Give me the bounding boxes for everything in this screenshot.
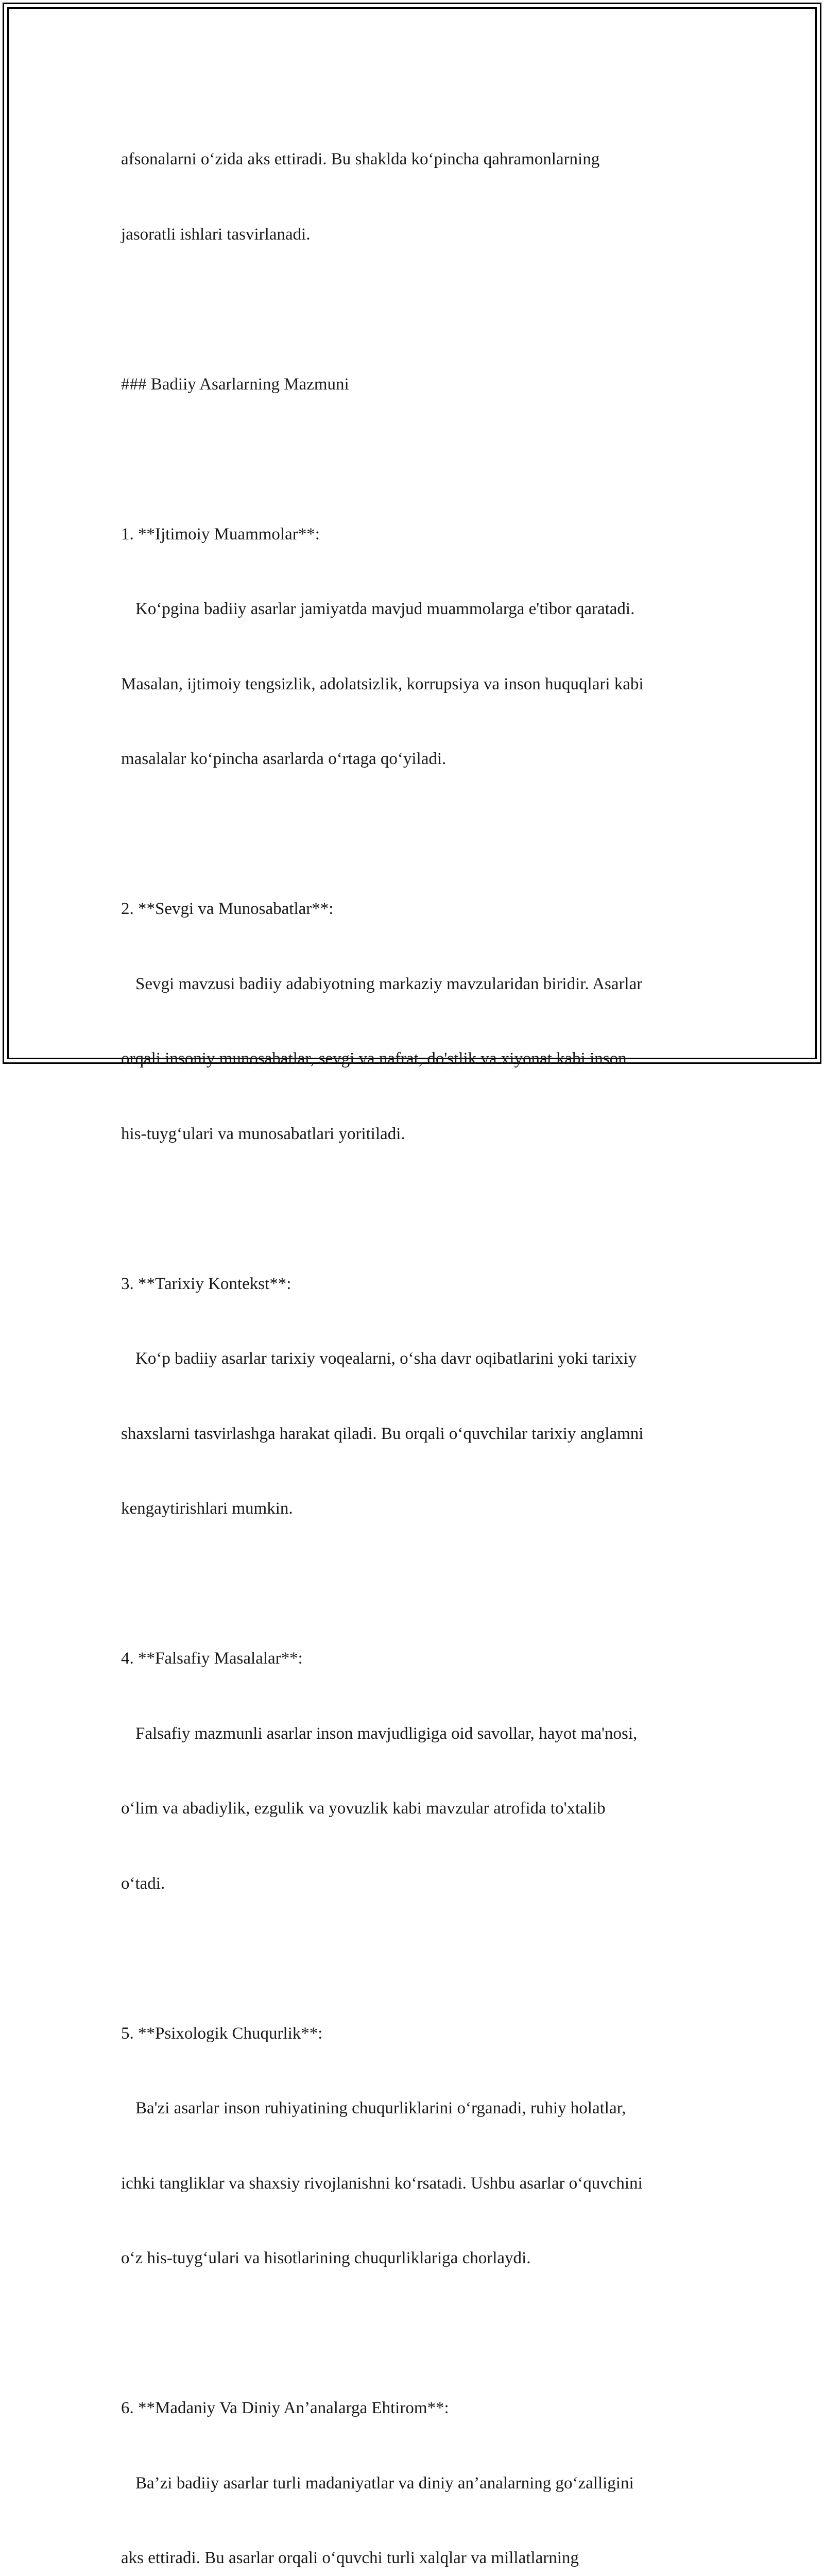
- section-line: o‘lim va abadiylik, ezgulik va yovuzlik kabi mavzular atrofida to'xtalib: [121, 1799, 606, 1818]
- section-line: Falsafiy mazmunli asarlar inson mavjudligiga oid savollar, hayot ma'nosi,: [135, 1724, 638, 1743]
- section-title: 5. **Psixologik Chuqurlik**:: [121, 2024, 323, 2043]
- intro-line: afsonalarni o‘zida aks ettiradi. Bu shaklda ko‘pincha qahramonlarning: [121, 150, 600, 168]
- section-line: ichki tangliklar va shaxsiy rivojlanishni ko‘rsatadi. Ushbu asarlar o‘quvchini: [121, 2174, 643, 2193]
- section-title: 1. **Ijtimoiy Muammolar**:: [121, 524, 320, 544]
- section-5: [121, 1971, 713, 2321]
- intro-paragraph: [121, 97, 713, 297]
- section-heading: [121, 322, 713, 447]
- section-4: [121, 1596, 713, 1946]
- section-title: 2. **Sevgi va Munosabatlar**:: [121, 900, 334, 918]
- section-line: o‘z his-tuyg‘ulari va hisotlarining chuqurliklariga chorlaydi.: [121, 2249, 531, 2267]
- section-line: o‘tadi.: [121, 1874, 165, 1893]
- section-title: 6. **Madaniy Va Diniy An’analarga Ehtirom**:: [121, 2399, 449, 2417]
- section-2: [121, 846, 713, 1196]
- section-line: masalalar ko‘pincha asarlarda o‘rtaga qo‘yiladi.: [121, 750, 447, 768]
- section-line: Sevgi mavzusi badiiy adabiyotning markaziy mavzularidan biridir. Asarlar: [135, 974, 643, 993]
- section-line: aks ettiradi. Bu asarlar orqali o‘quvchi turli xalqlar va millatlarning: [121, 2549, 579, 2567]
- section-1: [121, 472, 713, 822]
- section-line: Ko‘pgina badiiy asarlar jamiyatda mavjud muammolarga e'tibor qaratadi.: [135, 600, 635, 618]
- intro-line: jasoratli ishlari tasvirlanadi.: [121, 225, 311, 244]
- section-line: Masalan, ijtimoiy tengsizlik, adolatsizlik, korrupsiya va inson huquqlari kabi: [121, 674, 644, 693]
- section-3: [121, 1222, 713, 1571]
- section-line: Ko‘p badiiy asarlar tarixiy voqealarni, o‘sha davr oqibatlarini yoki tarixiy: [135, 1349, 637, 1368]
- heading-text: ### Badiiy Asarlarning Mazmuni: [121, 375, 349, 394]
- section-line: shaxslarni tasvirlashga harakat qiladi. Bu orqali o‘quvchilar tarixiy anglamni: [121, 1424, 644, 1443]
- section-line: kengaytirishlari mumkin.: [121, 1499, 293, 1518]
- section-line: orqali insoniy munosabatlar, sevgi va nafrat, do'stlik va xiyonat kabi inson: [121, 1049, 627, 1068]
- section-line: his-tuyg‘ulari va munosabatlari yoritiladi.: [121, 1124, 405, 1143]
- section-line: Ba’zi badiiy asarlar turli madaniyatlar va diniy an’analarning go‘zalligini: [135, 2473, 634, 2493]
- section-title: 3. **Tarixiy Kontekst**:: [121, 1274, 291, 1293]
- document-body: [121, 97, 713, 2576]
- section-title: 4. **Falsafiy Masalalar**:: [121, 1649, 303, 1668]
- section-line: Ba'zi asarlar inson ruhiyatining chuqurliklarini o‘rganadi, ruhiy holatlar,: [135, 2099, 626, 2117]
- section-6: [121, 2346, 713, 2576]
